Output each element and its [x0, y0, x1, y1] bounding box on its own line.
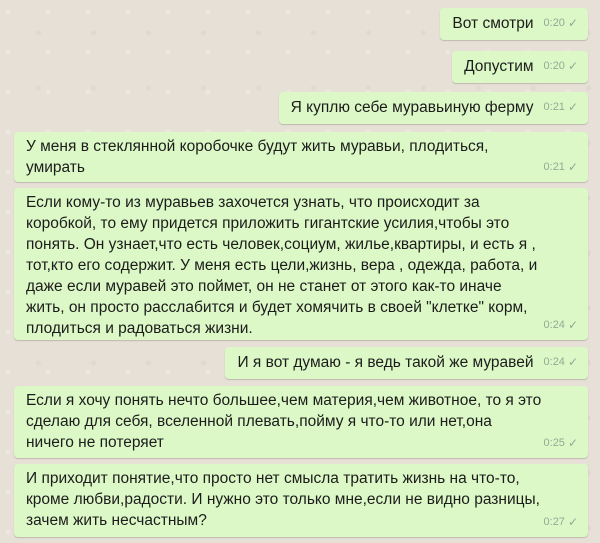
- message-bubble[interactable]: [452, 51, 588, 83]
- message-bubble[interactable]: [14, 188, 588, 340]
- sent-check-icon: ✓: [567, 16, 578, 30]
- message-text: Если я хочу понять нечто большее,чем материя,чем животное, то я это сделаю для себя, вселенной плевать,пойму я что-то или нет,она ничего не потеряет: [26, 392, 542, 451]
- message-meta: [544, 157, 578, 178]
- sent-check-icon: ✓: [567, 436, 578, 450]
- message-meta: [544, 97, 578, 118]
- message-time: 0:20: [543, 60, 565, 72]
- message-time: 0:21: [543, 161, 565, 173]
- sent-check-icon: ✓: [567, 100, 578, 114]
- message-meta: [544, 315, 578, 336]
- message-bubble[interactable]: [14, 464, 588, 537]
- message-time: 0:24: [543, 356, 565, 368]
- message-text: И приходит понятие,что просто нет смысла тратить жизнь на что-то, кроме любви,радости. И нужно это только мне,если не видно разницы, зачем жить несчастным?: [26, 470, 540, 529]
- message-time: 0:20: [543, 17, 565, 29]
- message-text: Допустим: [464, 58, 534, 75]
- message-bubble[interactable]: [225, 347, 588, 379]
- sent-check-icon: ✓: [567, 160, 578, 174]
- sent-check-icon: ✓: [567, 318, 578, 332]
- message-time: 0:21: [543, 101, 565, 113]
- message-time: 0:25: [543, 437, 565, 449]
- message-meta: [544, 13, 578, 34]
- message-meta: [544, 352, 578, 373]
- message-meta: [544, 433, 578, 454]
- message-text: Если кому-то из муравьев захочется узнать, что происходит за коробкой, то ему придется приложить гигантские усилия,чтобы это понять. Он узнает,что есть человек,социум, жилье,квартиры, и есть я , тот,кто его содержит. У меня есть цели,жизнь, вера , одежда, работа, и даже если муравей это поймет, он не станет от этого как-то иначе жить, он просто расслабится и будет хомячить в своей "клетке" корм, плодиться и радоваться жизни.: [26, 194, 538, 337]
- sent-check-icon: ✓: [567, 515, 578, 529]
- message-time: 0:27: [543, 516, 565, 528]
- sent-check-icon: ✓: [567, 355, 578, 369]
- message-bubble[interactable]: [279, 92, 588, 124]
- sent-check-icon: ✓: [567, 59, 578, 73]
- message-bubble[interactable]: [14, 386, 588, 458]
- message-text: Вот смотри: [452, 15, 534, 32]
- message-time: 0:24: [543, 319, 565, 331]
- message-meta: [544, 56, 578, 77]
- message-text: Я куплю себе муравьиную ферму: [290, 99, 534, 116]
- message-meta: [544, 512, 578, 533]
- message-text: И я вот думаю - я ведь такой же муравей: [237, 354, 534, 371]
- message-bubble[interactable]: [440, 8, 588, 40]
- message-text: У меня в стеклянной коробочке будут жить муравьи, плодиться, умирать: [26, 138, 489, 176]
- message-bubble[interactable]: [14, 132, 588, 182]
